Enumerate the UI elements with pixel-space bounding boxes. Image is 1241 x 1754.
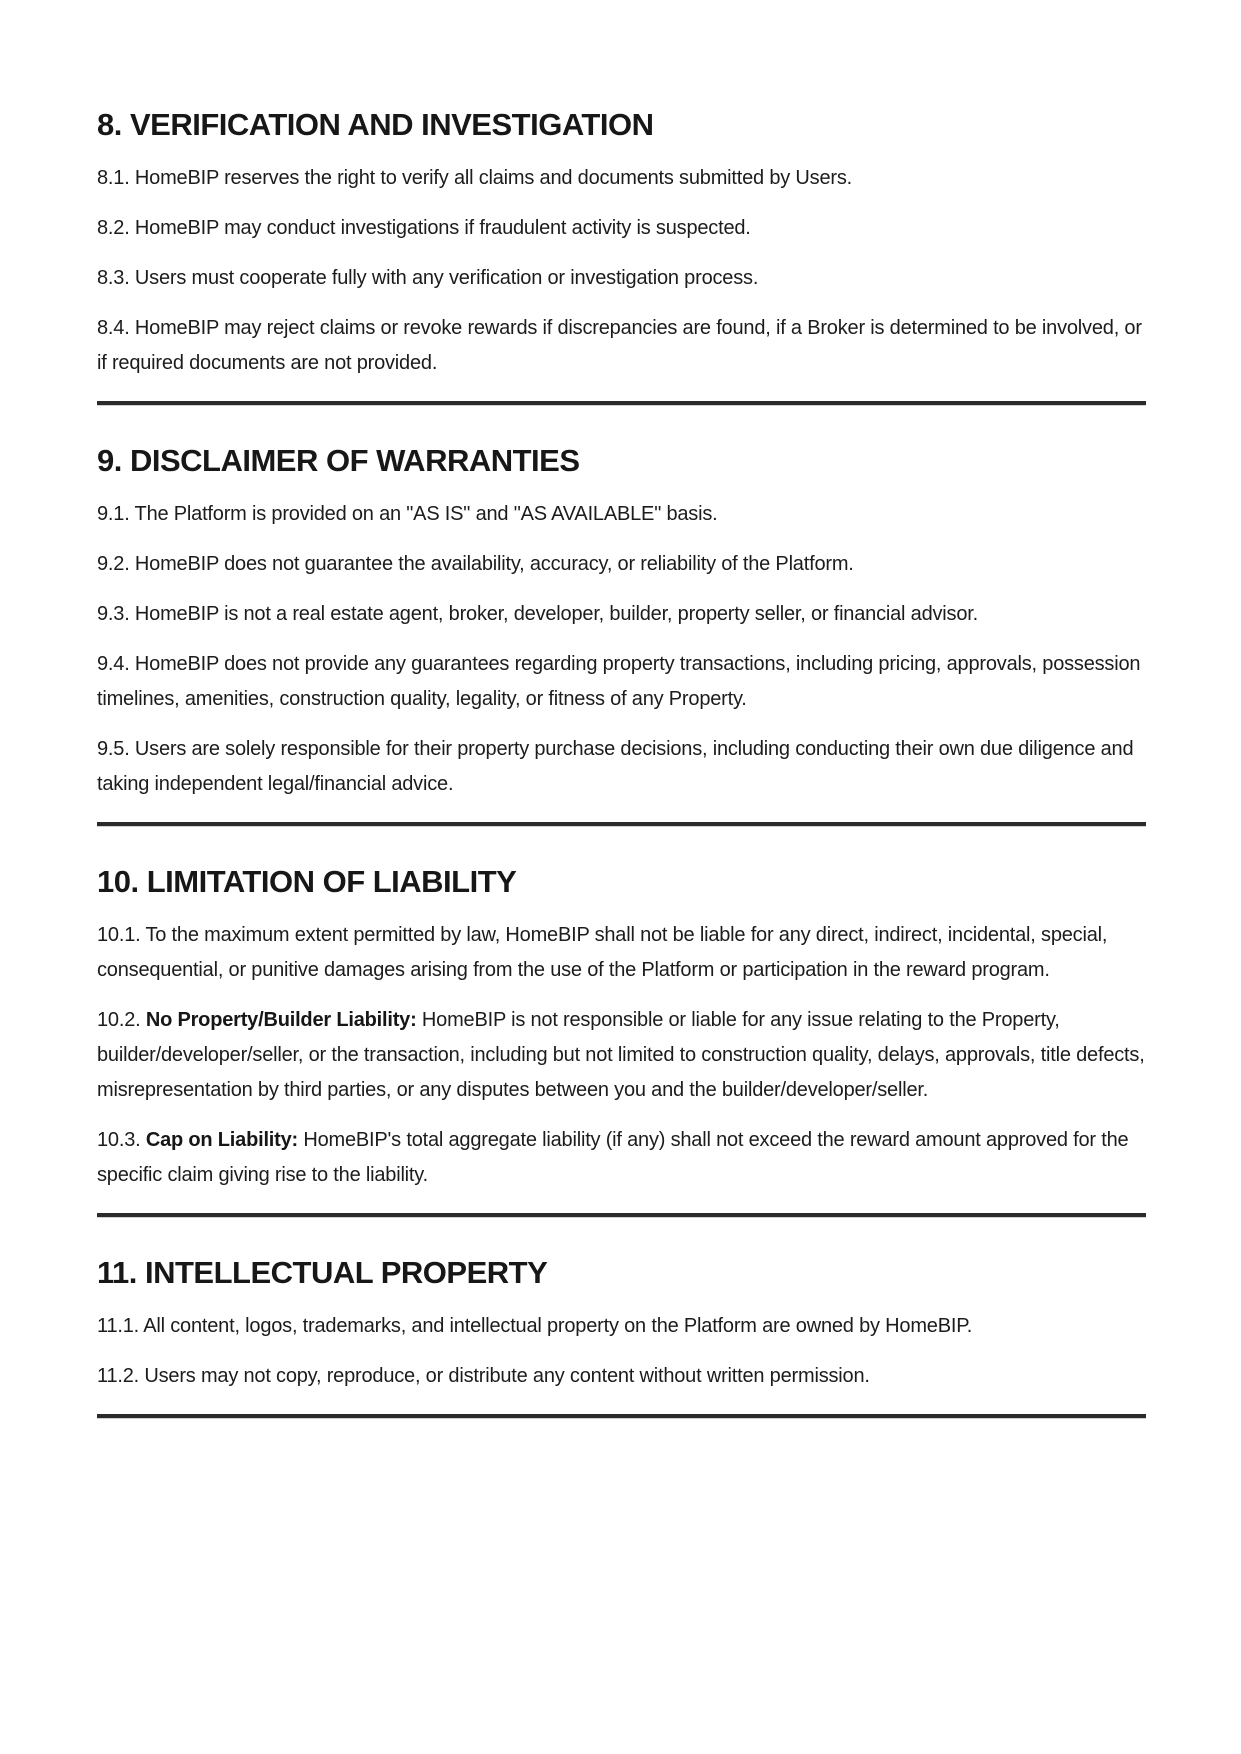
clause-text: 9.5. Users are solely responsible for their property purchase decisions, including conducting their own due diligence and taking independent legal/financial advice.	[97, 738, 1134, 795]
clause-9-3	[97, 597, 1146, 632]
section-heading: 9. DISCLAIMER OF WARRANTIES	[97, 443, 580, 478]
clause-text: 8.4. HomeBIP may reject claims or revoke rewards if discrepancies are found, if a Broker is determined to be involved, or if required documents are not provided.	[97, 317, 1142, 374]
clause-text: 9.3. HomeBIP is not a real estate agent, broker, developer, builder, property seller, or financial advisor.	[97, 603, 978, 625]
clause-9-5	[97, 732, 1146, 802]
section-divider	[97, 822, 1146, 826]
clause-bold-label: No Property/Builder Liability:	[145, 1009, 417, 1031]
section-heading: 8. VERIFICATION AND INVESTIGATION	[97, 107, 654, 142]
section-limitation-of-liability	[97, 862, 1146, 1193]
clause-11-2	[97, 1359, 1146, 1394]
clause-8-1	[97, 161, 1146, 196]
clause-text: 11.1. All content, logos, trademarks, and intellectual property on the Platform are owned by HomeBIP.	[97, 1315, 973, 1337]
clause-bold-label: Cap on Liability:	[145, 1129, 299, 1151]
clause-9-2	[97, 547, 1146, 582]
section-verification-and-investigation	[97, 105, 1146, 381]
section-heading: 10. LIMITATION OF LIABILITY	[97, 864, 517, 899]
section-divider	[97, 401, 1146, 405]
clause-text: 9.4. HomeBIP does not provide any guarantees regarding property transactions, including pricing, approvals, possession timelines, amenities, construction quality, legality, or fitness of any Property.	[97, 653, 1141, 710]
clause-8-3	[97, 261, 1146, 296]
clause-text: HomeBIP is not responsible or liable for any issue relating to the Property, builder/developer/seller, or the transaction, including but not limited to construction quality, delays, approvals, title defects, misrepresentation by third parties, or any disputes between you and the builder/developer/seller.	[97, 1009, 1145, 1101]
section-heading: 11. INTELLECTUAL PROPERTY	[97, 1255, 548, 1290]
clause-text: 8.1. HomeBIP reserves the right to verify all claims and documents submitted by Users.	[97, 167, 852, 189]
clause-10-1	[97, 918, 1146, 988]
clause-number: 10.2.	[97, 1009, 146, 1031]
clause-text: 11.2. Users may not copy, reproduce, or distribute any content without written permission.	[97, 1365, 870, 1387]
clause-9-4	[97, 647, 1146, 717]
clause-8-2	[97, 211, 1146, 246]
section-divider	[97, 1414, 1146, 1418]
section-divider	[97, 1213, 1146, 1217]
clause-11-1	[97, 1309, 1146, 1344]
clause-10-2	[97, 1003, 1146, 1108]
clause-9-1	[97, 497, 1146, 532]
clause-text: HomeBIP's total aggregate liability (if any) shall not exceed the reward amount approved for the specific claim giving rise to the liability.	[97, 1129, 1129, 1186]
clause-text: 8.2. HomeBIP may conduct investigations if fraudulent activity is suspected.	[97, 217, 751, 239]
clause-text: 9.2. HomeBIP does not guarantee the availability, accuracy, or reliability of the Platform.	[97, 553, 854, 575]
clause-text: 10.1. To the maximum extent permitted by law, HomeBIP shall not be liable for any direct, indirect, incidental, special, consequential, or punitive damages arising from the use of the Platform or participation in the reward program.	[97, 924, 1108, 981]
clause-number: 10.3.	[97, 1129, 146, 1151]
clause-10-3	[97, 1123, 1146, 1193]
clause-text: 8.3. Users must cooperate fully with any verification or investigation process.	[97, 267, 759, 289]
section-intellectual-property	[97, 1253, 1146, 1394]
clause-text: 9.1. The Platform is provided on an "AS IS" and "AS AVAILABLE" basis.	[97, 503, 718, 525]
section-disclaimer-of-warranties	[97, 441, 1146, 802]
clause-8-4	[97, 311, 1146, 381]
